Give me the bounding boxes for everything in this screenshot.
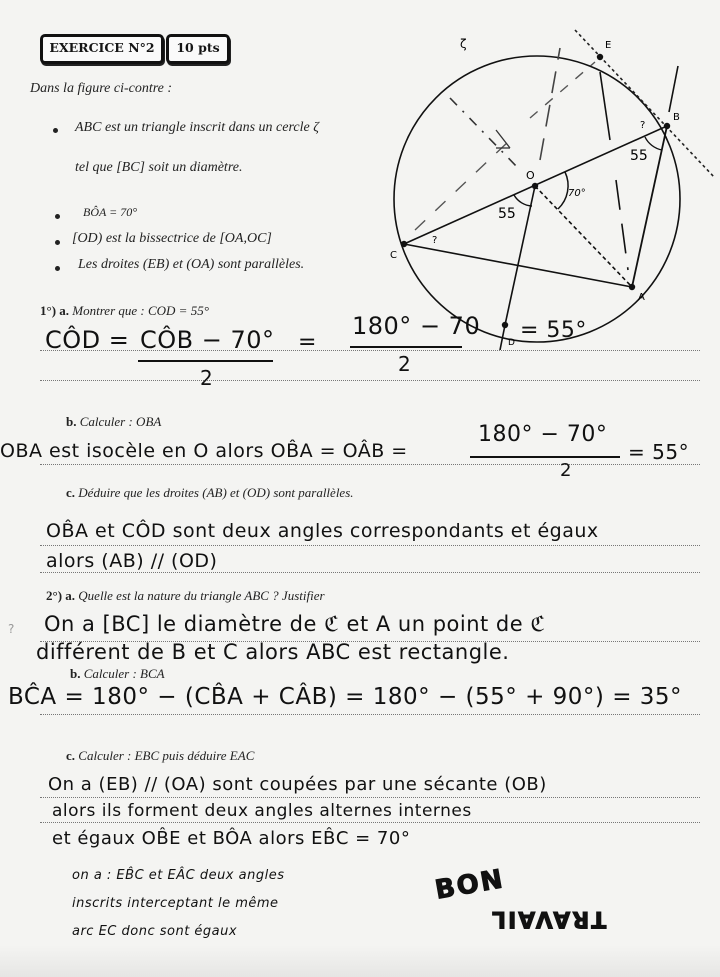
question-number: c. — [66, 748, 76, 763]
question-prompt: Déduire que les droites (AB) et (OD) sont parallèles. — [78, 485, 354, 500]
intro-bullet-4: Les droites (EB) et (OA) sont parallèles. — [78, 257, 305, 272]
question-1a — [40, 303, 209, 319]
answer-1b-text: OBA est isocèle en O alors OB̂A = OÂB = — [0, 440, 408, 462]
point-label-e: E — [605, 40, 612, 51]
fraction-bar — [138, 360, 273, 362]
circle-label: ζ — [460, 37, 467, 51]
answer-line — [40, 545, 700, 546]
answer-line — [40, 572, 700, 573]
answer-2c-line3: et égaux OB̂E et BÔA alors EB̂C = 70° — [52, 828, 411, 849]
answer-1a-den1: 2 — [200, 366, 214, 390]
answer-1a-lhs: CÔD = — [45, 326, 130, 354]
bullet-icon — [53, 128, 58, 133]
point-label-c: C — [390, 250, 397, 261]
intro-bullet-1: ABC est un triangle inscrit dans un cercle ζ — [75, 120, 319, 135]
question-1b — [66, 414, 161, 430]
angle-label-question-c: ? — [432, 235, 438, 246]
answer-2a-line1: On a [BC] le diamètre de ℭ et A un point de ℭ — [44, 612, 546, 636]
answer-1a-eq: = — [298, 330, 317, 355]
answer-line — [40, 822, 700, 823]
intro-bullet-1-cont: tel que [BC] soit un diamètre. — [75, 160, 243, 175]
question-2a — [46, 588, 325, 604]
point-label-a: A — [638, 292, 645, 303]
answer-1c-line1: OB̂A et CÔD sont deux angles correspondants et égaux — [46, 520, 599, 542]
angle-label-oba: 55 — [630, 148, 648, 164]
question-2b — [70, 666, 165, 682]
bullet-icon — [55, 266, 60, 271]
angle-label-cod: 55 — [498, 206, 516, 222]
angle-label-boa: 70° — [568, 188, 586, 199]
stamp-word-bon: BON — [432, 864, 507, 906]
point-label-d: D — [508, 338, 515, 348]
margin-mark: ? — [8, 622, 15, 636]
question-number: b. — [66, 414, 77, 429]
stamp-word-travail: TRAVAIL — [490, 906, 607, 931]
bullet-icon — [55, 214, 60, 219]
question-prompt: Calculer : OBA — [79, 414, 162, 429]
answer-1b-den: 2 — [560, 460, 572, 481]
question-number: c. — [66, 485, 76, 500]
answer-2b-text: BĈA = 180° − (CB̂A + CÂB) = 180° − (55° + 90°) = 35° — [8, 684, 683, 710]
bullet-icon — [55, 240, 60, 245]
answer-2c-line4: on a : EB̂C et EÂC deux angles — [72, 868, 285, 883]
question-number: b. — [70, 666, 81, 681]
answer-1b-result: = 55° — [628, 440, 690, 464]
fraction-bar — [350, 346, 462, 348]
question-2c — [66, 748, 254, 764]
bon-travail-stamp — [395, 864, 675, 950]
intro-bullet-3: [OD) est la bissectrice de [OA,OC] — [72, 231, 272, 246]
angle-label-question-b: ? — [640, 120, 646, 131]
question-prompt: Montrer que : COD = 55° — [72, 303, 209, 318]
intro-lead: Dans la figure ci-contre : — [30, 81, 173, 96]
answer-2c-line5: inscrits interceptant le même — [72, 896, 279, 911]
answer-1a-den2: 2 — [398, 352, 412, 376]
answer-2c-line6: arc EC donc sont égaux — [72, 924, 238, 939]
question-prompt: Calculer : BCA — [83, 666, 165, 681]
point-label-b: B — [673, 112, 680, 123]
question-prompt: Quelle est la nature du triangle ABC ? Justifier — [78, 588, 325, 603]
question-number: 2°) a. — [46, 588, 76, 603]
intro-bullet-2: BÔA = 70° — [83, 205, 138, 219]
answer-2c-line1: On a (EB) // (OA) sont coupées par une sécante (OB) — [48, 774, 547, 795]
answer-line — [40, 714, 700, 715]
answer-line — [40, 350, 700, 351]
point-label-o: O — [526, 169, 535, 182]
exercise-badge: EXERCICE N°2 — [40, 34, 164, 64]
answer-1a-num1: CÔB − 70° — [140, 326, 275, 354]
answer-line — [40, 380, 700, 381]
answer-1b-num: 180° − 70° — [478, 422, 608, 447]
answer-2c-line2: alors ils forment deux angles alternes internes — [52, 801, 472, 821]
answer-1a-num2: 180° − 70 — [352, 312, 481, 340]
answer-line — [40, 464, 700, 465]
question-1c — [66, 485, 354, 501]
points-badge: 10 pts — [166, 34, 230, 64]
geometry-figure — [360, 20, 720, 350]
fraction-bar — [470, 456, 620, 458]
question-prompt: Calculer : EBC puis déduire EAC — [78, 748, 255, 763]
question-number: 1°) a. — [40, 303, 70, 318]
answer-1c-line2: alors (AB) // (OD) — [46, 550, 218, 572]
answer-2a-line2: différent de B et C alors ABC est rectangle. — [36, 640, 510, 664]
answer-line — [40, 797, 700, 798]
answer-1a-result: = 55° — [520, 318, 587, 343]
page-shadow — [0, 945, 720, 977]
